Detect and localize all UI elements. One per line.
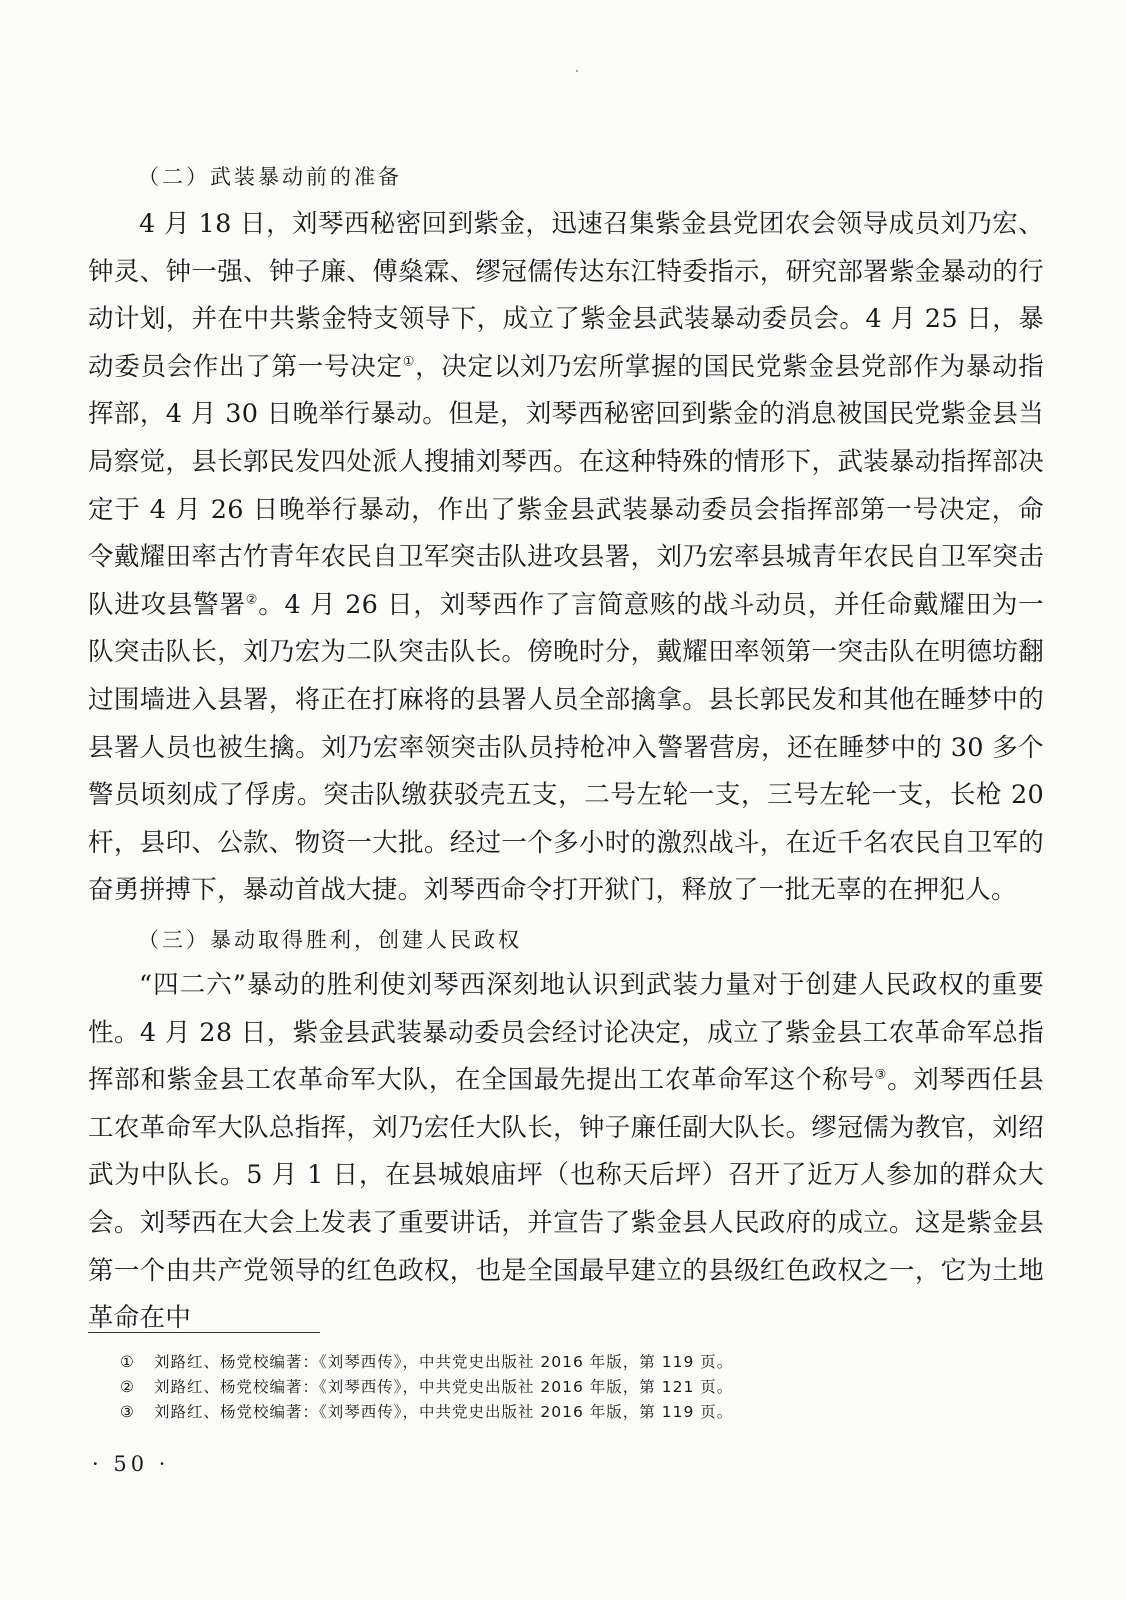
section-heading-3: （三）暴动取得胜利，创建人民政权 — [138, 928, 522, 952]
footnote-mark: ① — [120, 1353, 135, 1371]
scan-speck — [576, 70, 578, 72]
section-heading-2: （二）武装暴动前的准备 — [138, 165, 402, 189]
footnote-text: 刘路红、杨党校编著：《刘琴西传》，中共党史出版社 2016 年版，第 121 页。 — [154, 1378, 734, 1396]
paragraph-text: ，决定以刘乃宏所掌握的国民党紫金县党部作为暴动指挥部，4 月 30 日晚举行暴动。但是，刘琴西秘密回到紫金的消息被国民党紫金县当局察觉，县长郭民发四处派人搜捕刘琴西。在这种特殊的情形下，武装暴动指挥部决定于 4 月 26 日晚举行暴动，作出了紫金县武装暴动委员会指挥部第一号决定，命令戴耀田率古竹青年农民自卫军突击队进攻县署，刘乃宏率县城青年农民自卫军突击队进攻县警署 — [88, 351, 1045, 620]
footnote-ref-2: ② — [245, 592, 259, 608]
page-number: · 50 · — [92, 1452, 170, 1476]
paragraph-text: 。刘琴西任县工农革命军大队总指挥，刘乃宏任大队长，钟子廉任副大队长。缪冠儒为教官，刘绍武为中队长。5 月 1 日，在县城娘庙坪（也称天后坪）召开了近万人参加的群众大会。刘琴西在大会上发表了重要讲话，并宣告了紫金县人民政府的成立。这是紫金县第一个由共产党领导的红色政权，也是全国最早建立的县级红色政权之一，它为土地革命在中 — [88, 1065, 1044, 1334]
paragraph-text: “四二六”暴动的胜利使刘琴西深刻地认识到武装力量对于创建人民政权的重要性。4 月 28 日，紫金县武装暴动委员会经讨论决定，成立了紫金县工农革命军总指挥部和紫金县工农革命军大队，在全国最先提出工农革命军这个称号 — [88, 970, 1044, 1096]
footnote-ref-1: ① — [402, 354, 416, 370]
footnote-mark: ② — [120, 1378, 135, 1396]
footnote-2 — [120, 1375, 733, 1399]
paragraph-text: 。4 月 26 日，刘琴西作了言简意赅的战斗动员，并任命戴耀田为一队突击队长，刘乃宏为二队突击队长。傍晚时分，戴耀田率领第一突击队在明德坊翻过围墙进入县署，将正在打麻将的县署人员全部擒拿。县长郭民发和其他在睡梦中的县署人员也被生擒。刘乃宏率领突击队员持枪冲入警署营房，还在睡梦中的 30 多个警员顷刻成了俘虏。突击队缴获驳壳五支，二号左轮一支，三号左轮一支，长枪 20 杆，县印、公款、物资一大批。经过一个多小时的激烈战斗，在近千名农民自卫军的奋勇拼搏下，暴动首战大捷。刘琴西命令打开狱门，释放了一批无辜的在押犯人。 — [88, 589, 1044, 906]
footnote-ref-3: ③ — [874, 1067, 888, 1083]
footnote-3 — [120, 1400, 733, 1424]
footnote-1 — [120, 1350, 733, 1374]
footnote-text: 刘路红、杨党校编著：《刘琴西传》，中共党史出版社 2016 年版，第 119 页。 — [154, 1403, 734, 1421]
footnote-divider — [88, 1332, 320, 1333]
paragraph-text: 4 月 18 日，刘琴西秘密回到紫金，迅速召集紫金县党团农会领导成员刘乃宏、钟灵、钟一强、钟子廉、傅燊霖、缪冠儒传达东江特委指示，研究部署紫金暴动的行动计划，并在中共紫金特支领导下，成立了紫金县武装暴动委员会。4 月 25 日，暴动委员会作出了第一号决定 — [88, 209, 1044, 382]
paragraph-victory — [88, 962, 1044, 1343]
footnote-text: 刘路红、杨党校编著：《刘琴西传》，中共党史出版社 2016 年版，第 119 页。 — [154, 1353, 734, 1371]
footnote-mark: ③ — [120, 1403, 135, 1421]
paragraph-preparation — [88, 201, 1044, 915]
